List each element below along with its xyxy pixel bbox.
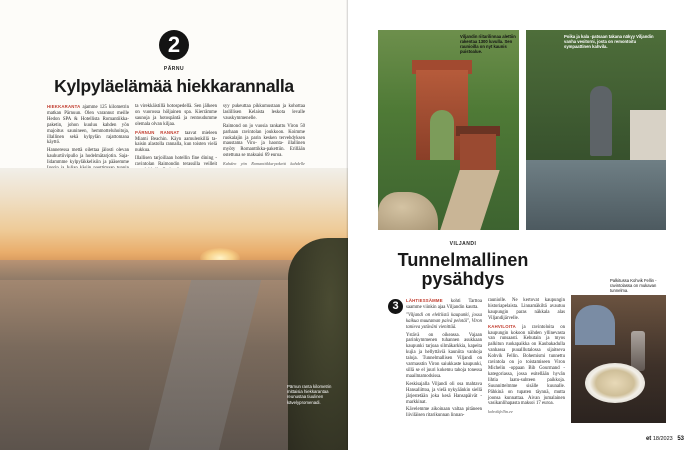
lead-in: HIEKKARANTA	[47, 104, 81, 109]
lead-in: LÄHTIESSÄMME	[406, 298, 443, 303]
photo-caption: Viljandin riitarilinnaa alettiin rakentaa 1300 luvulla. Sen raunioilla on nyt kaunis puistoalue.	[460, 34, 516, 54]
body-text: ajamme 125 kilometrin matkan Pärnuun. Olen varannut meille Hedon SPA & Hotellista Romantiikka-paketin, johon kuuluu kahden yön majoitus saunineen, hemmotteluhoitoja, illallinen sekä kylpylän rajattomana käyttö.	[47, 105, 129, 146]
photo-caption: Palkitussa Kohvik Fellin -ravintolassa on mukavan tunnelma.	[610, 278, 657, 293]
text-column-2	[488, 298, 565, 417]
title-line: pysähdys	[421, 268, 505, 289]
photo-caption: Pärnun ranta kilometrin mittaisia hiekkarantaa reunustaa tiuulinen kävelypromenadi.	[287, 384, 332, 405]
package-note: Kahden yön Romanttikka-paketti kahdelle	[223, 161, 305, 167]
section-kicker: VILJANDI	[449, 241, 477, 247]
lead-in: PÄRNUN RANNAT	[135, 129, 180, 135]
rocks	[378, 192, 438, 230]
page-footer	[646, 436, 684, 442]
body-text: Raimond on jo vuosia rankattu Viron 50 parhaan ravintolan joukkoon. Koimme ruokalajin ja parin kesken tervehdyksen maustama Viro- ja haonta- illallinen myöty Romanttikka-pakettiin. Erillään ostettuna se maksaisi 69 euroa.	[223, 123, 305, 159]
footer-issue: 18/2023	[652, 436, 673, 442]
article-title	[368, 251, 558, 288]
body-text: ta virekkäistillä hotospedellä. Sen jälkeen on vuorossa höljainen spa. Kierrämme saunoja ja hotospäntä ja rentoudumme olemala olvan kiljaa.	[135, 104, 217, 127]
section-number-badge: 2	[159, 30, 189, 60]
body-text: kohti Tarttoa saamme viinkin ajaa Viljandin kautta.	[406, 299, 482, 310]
body-text: syy pukeuttaa pikkumustaan ja kohottaa laslillisen Kelaista leskota levalle vauskymmenelle.	[223, 104, 305, 121]
water-tower-building	[630, 110, 666, 160]
right-page	[348, 0, 696, 450]
body-text: Illallisen tarjoillaan hotellin fine dining -ravintolan Raimondin terassilla veilleit	[135, 156, 217, 168]
text-column-3	[223, 104, 305, 175]
text-column-2	[135, 104, 217, 176]
body-text: Keskisajalla Viljandi oli osa mahtava Hansaliittoa, ja vielä nykyäänkin siellä järjestetään joka kesä Hansapäivät -markkinat.	[406, 381, 482, 405]
page-number: 53	[677, 436, 684, 442]
section-number-badge: 3	[388, 299, 403, 314]
body-text: rauniolle. Ne kertovat kaupungin historiapelaista. Linnamäkiltä avautuu kaupungin paras näkkala alas Viljandijärvelle.	[488, 298, 565, 321]
text-column-1	[406, 298, 482, 421]
footer-brand: et	[645, 436, 652, 442]
lead-in: KAHVILOITA	[488, 323, 516, 329]
body-text: ja ravintoloita on kaupungin kokoon nähden yllinevasta van runsaasti. Kehutain ja myos palkitun ruokapaikka on Kaubakadulla vanhassa puualllutalossa sijaitseva Kohvik Fellin. Bohemismi tunnettu ravintola on jo toistamiseen Viron Michelin -oppaan Bib Gourmand -kategoriassa, jossa esitellään hyvän lihtia laatu-suhteen paikkoja. Suunnittelmme sisälle kuunalle. Pähkinä on tupaten täynnä, mutta joonsa kunnattaa. Aivan jumalainen vasikanlihapasta maksoi 17 euroa.	[488, 324, 565, 407]
wine-glass	[631, 331, 645, 371]
boy-and-fish-statue	[590, 86, 612, 156]
title-line: Tunnelmallinen	[397, 250, 529, 270]
restaurant-dish-photo	[571, 295, 666, 423]
trees	[288, 238, 348, 450]
park-road	[440, 170, 499, 230]
website-note: kohvikfellin.ee	[488, 409, 513, 415]
castle-ruins-photo	[378, 30, 519, 230]
fountain-water	[526, 160, 666, 230]
section-kicker: PÄRNU	[163, 66, 185, 72]
tower-arch	[430, 110, 454, 160]
red-hut	[460, 134, 496, 172]
statue-fountain-photo	[526, 30, 666, 230]
body-text: Kävelemme aikoinaan valtaa pitäneen liiviläisen ritarikunnan linnan-	[406, 407, 482, 419]
body-text: Ystävä on oikeassa. Vajaan parinkymmenen tuhannen asukkaan kaupunki tarjoaa silmäkarkkia, kapeita kujia ja hellyttäviä kauniita vanhoja taloja. Tunnelmallisen Viljandi on varmasstin Viron saiukkaste kaupunki, sillä se el juuri kokemu tahoja tonessa maailmamodsissa.	[406, 332, 482, 379]
quote: "Viljandi on eleltiistä kaupunki, jossa kaikua muutaman paivä pelotäi", Viron tanieva ystäväni vienittää.	[406, 312, 482, 330]
photo-caption: Poika ja kala -patsaan takana näkyy Viljandin vanha vesitorni, josta on remontoitu sympaattinen kahvila.	[564, 34, 654, 49]
body-text: Hanneressa mettä oilettaa jälosti olevan kauhurtiivipullo ja hodelmätarjotin. Sajalidammme kylpyläkkelisiin ja pääsemme	[47, 148, 129, 166]
article-title: Kylpyläelämää hiekkarannalla	[54, 76, 294, 96]
diner-person	[575, 305, 615, 345]
body-text: taavat mieleen Miami Beachin. Käyn aamulenkillä takaisin alastolla rannalla, kun toisten vielä nukkua.	[135, 130, 217, 154]
pasta-plate	[585, 363, 645, 403]
beach-photo	[0, 168, 348, 450]
